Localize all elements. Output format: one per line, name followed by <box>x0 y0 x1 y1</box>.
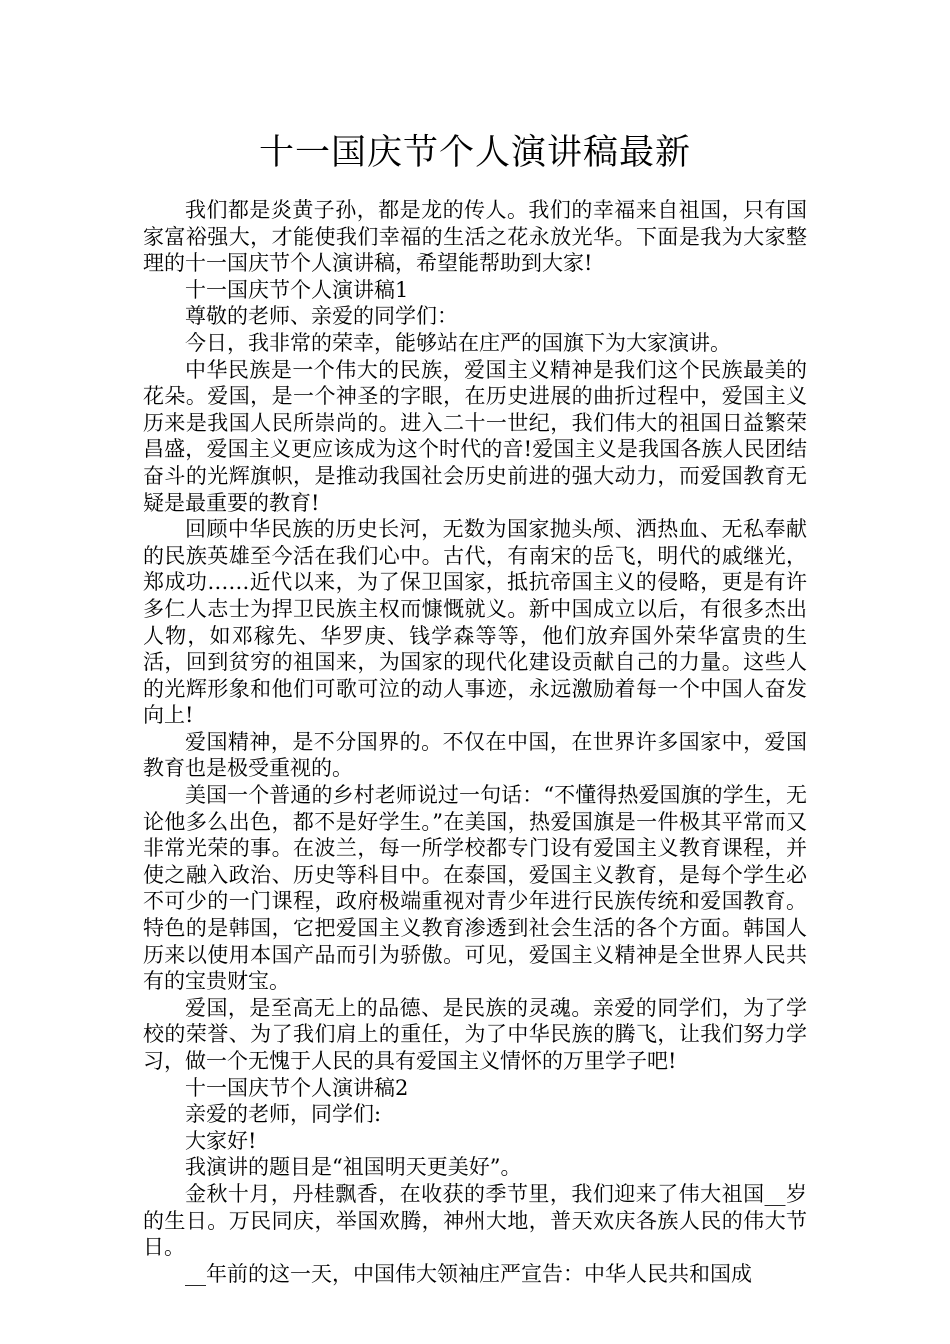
page-title: 十一国庆节个人演讲稿最新 <box>258 133 691 173</box>
paragraph-founding: __年前的这一天，中国伟大领袖庄严宣告：中华人民共和国成 <box>185 1261 752 1286</box>
paragraph-intro: 我们都是炎黄子孙，都是龙的传人。我们的幸福来自祖国，只有国家富裕强大，才能使我们幸福的生活之花永放光华。下面是我为大家整理的十一国庆节个人演讲稿，希望能帮助到大家! <box>143 198 807 276</box>
paragraph-other-countries: 美国一个普通的乡村老师说过一句话：“不懂得热爱国旗的学生，无论他多么出色，都不是好学生。”在美国，热爱国旗是一件极其平常而又非常光荣的事。在波兰，每一所学校都专门设有爱国主义教育课程，并使之融入政治、历史等科目中。在泰国，爱国主义教育，是每个学生必不可少的一门课程，政府极端重视对青少年进行民族传统和爱国教育。特色的是韩国，它把爱国主义教育渗透到社会生活的各个方面。韩国人历来以使用本国产品而引为骄傲。可见，爱国主义精神是全世界人民共有的宝贵财宝。 <box>143 783 807 994</box>
paragraph-history: 回顾中华民族的历史长河，无数为国家抛头颅、洒热血、无私奉献的民族英雄至今活在我们心中。古代，有南宋的岳飞，明代的戚继光，郑成功……近代以来，为了保卫国家，抵抗帝国主义的侵略，更是有许多仁人志士为捍卫民族主权而慷慨就义。新中国成立以后，有很多杰出人物，如邓稼先、华罗庚、钱学森等等，他们放弃国外荣华富贵的生活，回到贫穷的祖国来，为国家的现代化建设贡献自己的力量。这些人的光辉形象和他们可歌可泣的动人事迹，永远激励着每一个中国人奋发向上! <box>143 517 807 728</box>
document-body <box>143 197 807 1287</box>
paragraph-closing-1: 爱国，是至高无上的品德、是民族的灵魂。亲爱的同学们，为了学校的荣誉、为了我们肩上的重任，为了中华民族的腾飞，让我们努力学习，做一个无愧于人民的具有爱国主义情怀的万里学子吧! <box>143 995 807 1073</box>
paragraph-salutation-1: 尊敬的老师、亲爱的同学们： <box>185 304 458 329</box>
paragraph-salutation-2: 亲爱的老师，同学们: <box>185 1102 382 1127</box>
paragraph-autumn: 金秋十月，丹桂飘香，在收获的季节里，我们迎来了伟大祖国__岁的生日。万民同庆，举国欢腾，神州大地，普天欢庆各族人民的伟大节日。 <box>143 1181 807 1260</box>
paragraph-greeting-2: 大家好! <box>185 1128 257 1153</box>
paragraph-no-borders: 爱国精神，是不分国界的。不仅在中国，在世界许多国家中，爱国教育也是极受重视的。 <box>143 729 807 781</box>
paragraph-patriotism: 中华民族是一个伟大的民族，爱国主义精神是我们这个民族最美的花朵。爱国，是一个神圣的字眼，在历史进展的曲折过程中，爱国主义历来是我国人民所崇尚的。进入二十一世纪，我们伟大的祖国日益繁荣昌盛，爱国主义更应该成为这个时代的音!爱国主义是我国各族人民团结奋斗的光辉旗帜，是推动我国社会历史前进的强大动力，而爱国教育无疑是最重要的教育! <box>143 357 807 515</box>
paragraph-opening-1: 今日，我非常的荣幸，能够站在庄严的国旗下为大家演讲。 <box>185 330 731 355</box>
paragraph-heading-speech-1: 十一国庆节个人演讲稿1 <box>185 277 409 302</box>
paragraph-topic-2: 我演讲的题目是“祖国明天更美好”。 <box>185 1155 522 1180</box>
paragraph-heading-speech-2: 十一国庆节个人演讲稿2 <box>185 1075 409 1100</box>
